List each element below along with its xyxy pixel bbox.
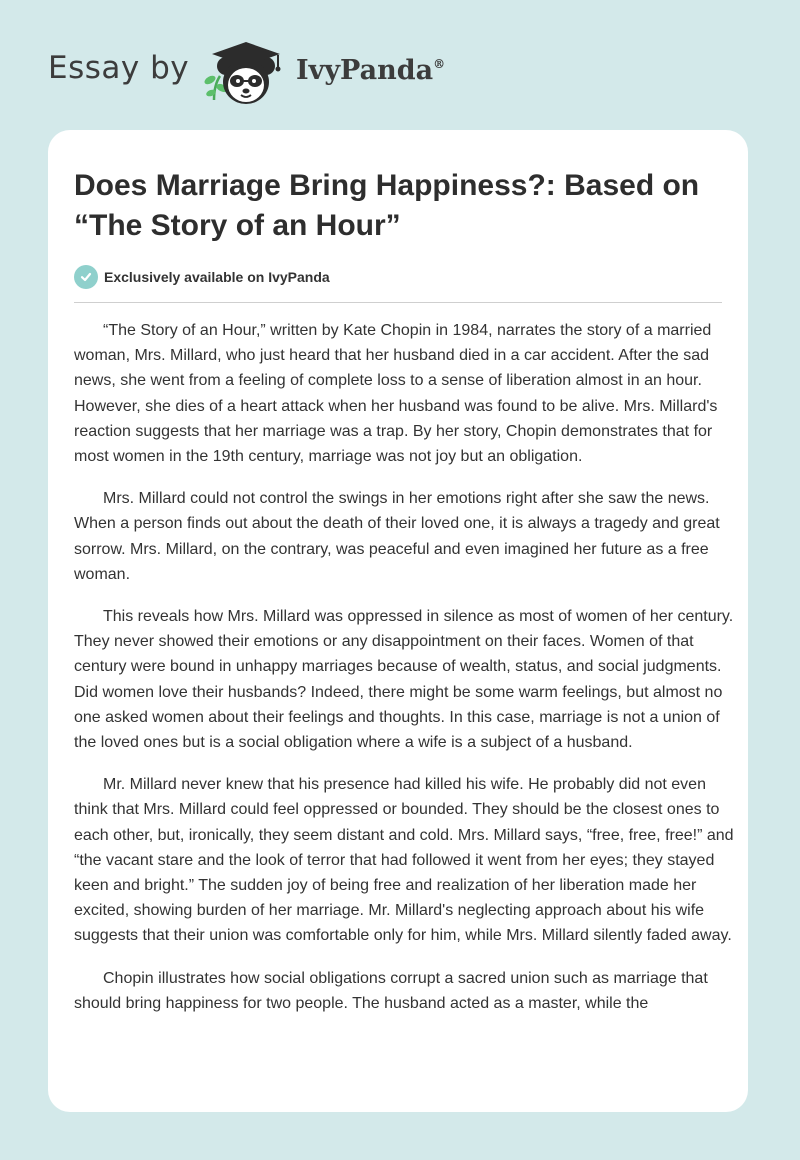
- paragraph: Mr. Millard never knew that his presence had killed his wife. He probably did not even think that Mrs. Millard could feel oppressed or bounded. They should be the closest ones to each other, but, ironically, they seem distant and cold. Mrs. Millard says, “free, free, free!” and “the vacant stare and the look of terror that had followed it went from her eyes; they stayed keen and bright.” The sudden joy of being free and realization of her liberation made her excited, showing burden of her marriage. Mr. Millard's neglecting approach about his wife suggests that their union was comfortable only for him, while Mrs. Millard silently faded away.: [74, 776, 734, 945]
- paragraph: Mrs. Millard could not control the swings in her emotions right after she saw the news. When a person finds out about the death of their loved one, it is always a tragedy and great sorrow. Mrs. Millard, on the contrary, was peaceful and even imagined her future as a free woman.: [74, 490, 720, 583]
- checkmark-icon: [74, 265, 98, 289]
- site-header: [0, 0, 800, 130]
- divider: [74, 302, 722, 303]
- paragraph: “The Story of an Hour,” written by Kate Chopin in 1984, narrates the story of a married woman, Mrs. Millard, who just heard that her husband died in a car accident. After the sad news, she went from a feeling of complete loss to a sense of liberation almost in an hour. However, she dies of a heart attack when her husband was found to be alive. Mrs. Millard's reaction suggests that her marriage was a trap. By her story, Chopin demonstrates that for most women in the 19th century, marriage was not joy but an obligation.: [74, 322, 718, 466]
- exclusive-badge-label: Exclusively available on IvyPanda: [104, 269, 330, 285]
- essay-card: [48, 130, 748, 1112]
- page-title: Does Marriage Bring Happiness?: Based on “The Story of an Hour”: [74, 169, 700, 242]
- panda-logo-icon[interactable]: [200, 36, 292, 110]
- essay-by-label: Essay by: [48, 50, 190, 86]
- paragraph: Chopin illustrates how social obligations corrupt a sacred union such as marriage that should bring happiness for two people. The husband acted as a master, while the: [74, 969, 708, 1012]
- paragraph: This reveals how Mrs. Millard was oppressed in silence as most of women of her century. They never showed their emotions or any disappointment on their faces. Women of that century were bound in unhappy marriages because of wealth, status, and social judgments. Did women love their husbands? Indeed, there might be some warm feelings, but almost no one asked women about their feelings and thoughts. In this case, marriage is not a union of the loved ones but is a social obligation where a wife is a subject of a husband.: [74, 608, 734, 752]
- registered-mark: ®: [433, 57, 446, 71]
- brand-text: IvyPanda: [296, 55, 434, 86]
- brand-name[interactable]: [296, 55, 445, 86]
- exclusive-badge: [74, 264, 330, 290]
- essay-body: [74, 318, 734, 1033]
